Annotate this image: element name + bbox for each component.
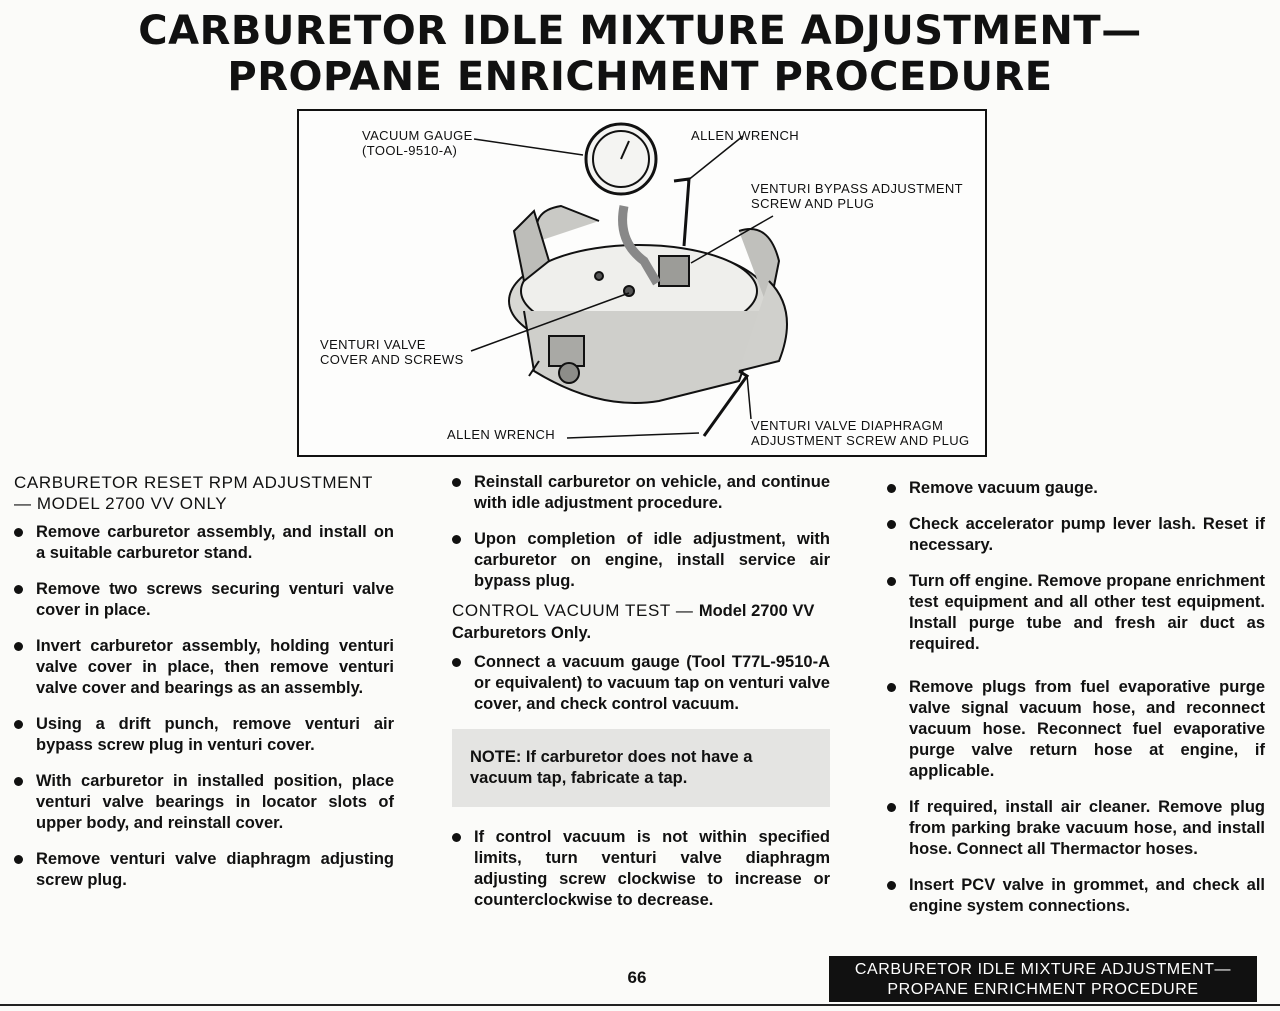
page-number: 66	[627, 968, 647, 987]
bottom-rule	[0, 1004, 1280, 1006]
final-steps	[887, 478, 1265, 917]
column-3	[887, 478, 1265, 932]
section-heading-control-vacuum: CONTROL VACUUM TEST — Model 2700 VV Carburetors Only.	[452, 601, 815, 642]
list-item: Reinstall carburetor on vehicle, and continue with idle adjustment procedure.	[452, 472, 830, 514]
bullet-icon	[887, 484, 896, 493]
bullet-icon	[887, 520, 896, 529]
list-item: Insert PCV valve in grommet, and check all engine system connections.	[887, 875, 1265, 917]
list-item: If control vacuum is not within specified limits, turn venturi valve diaphragm adjusting screw clockwise to increase or counterclockwise to decrease.	[452, 827, 830, 911]
bullet-icon	[887, 683, 896, 692]
list-item: Upon completion of idle adjustment, with carburetor on engine, install service air bypass plug.	[452, 529, 830, 592]
section-heading-reset-rpm: CARBURETOR RESET RPM ADJUSTMENT — MODEL 2700 VV ONLY	[14, 473, 373, 513]
bullet-icon	[14, 642, 23, 651]
bullet-icon	[14, 585, 23, 594]
bullet-icon	[887, 881, 896, 890]
carburetor-illustration	[297, 109, 987, 457]
list-item: Using a drift punch, remove venturi air bypass screw plug in venturi cover.	[14, 714, 394, 756]
title-line-2: PROPANE ENRICHMENT PROCEDURE	[227, 54, 1053, 100]
reset-rpm-steps	[14, 522, 394, 891]
bullet-icon	[14, 528, 23, 537]
carburetor-drawing	[299, 111, 989, 459]
label-allen-wrench-bottom: ALLEN WRENCH	[447, 427, 556, 442]
list-item: Remove venturi valve diaphragm adjusting screw plug.	[14, 849, 394, 891]
vacuum-adjust-steps	[452, 827, 830, 911]
page-title	[0, 8, 1280, 100]
footer-line-2: PROPANE ENRICHMENT PROCEDURE	[887, 981, 1199, 998]
list-item: If required, install air cleaner. Remove plug from parking brake vacuum hose, and install hose. Connect all Thermactor hoses.	[887, 797, 1265, 860]
list-item: Invert carburetor assembly, holding venturi valve cover in place, then remove venturi valve cover and bearings as an assembly.	[14, 636, 394, 699]
bullet-icon	[452, 658, 461, 667]
bullet-icon	[452, 833, 461, 842]
idle-steps	[452, 472, 830, 592]
bullet-icon	[887, 803, 896, 812]
column-1	[14, 472, 394, 906]
title-line-1: CARBURETOR IDLE MIXTURE ADJUSTMENT—	[138, 8, 1142, 54]
list-item: With carburetor in installed position, place venturi valve bearings in locator slots of upper body, and reinstall cover.	[14, 771, 394, 834]
vacuum-test-steps	[452, 652, 830, 715]
bullet-icon	[14, 777, 23, 786]
list-item: Remove carburetor assembly, and install on a suitable carburetor stand.	[14, 522, 394, 564]
list-item: Check accelerator pump lever lash. Reset if necessary.	[887, 514, 1265, 556]
bullet-icon	[452, 478, 461, 487]
list-item: Connect a vacuum gauge (Tool T77L-9510-A or equivalent) to vacuum tap on venturi valve cover, and check control vacuum.	[452, 652, 830, 715]
label-venturi-valve-cover: VENTURI VALVE COVER AND SCREWS	[320, 337, 464, 367]
label-venturi-bypass: VENTURI BYPASS ADJUSTMENT SCREW AND PLUG	[751, 181, 964, 211]
footer-section-label	[829, 956, 1257, 1002]
list-item: Turn off engine. Remove propane enrichment test equipment and all other test equipment. Install purge tube and fresh air duct as required.	[887, 571, 1265, 655]
bullet-icon	[14, 855, 23, 864]
bullet-icon	[14, 720, 23, 729]
footer-line-1: CARBURETOR IDLE MIXTURE ADJUSTMENT—	[854, 961, 1232, 978]
column-2	[452, 472, 830, 926]
label-allen-wrench-top: ALLEN WRENCH	[691, 128, 800, 143]
label-vacuum-gauge: VACUUM GAUGE (TOOL-9510-A)	[362, 128, 473, 158]
list-item: Remove plugs from fuel evaporative purge valve signal vacuum hose, and reconnect vacuum hose. Reconnect fuel evaporative purge valve return hose at engine, if applicable.	[887, 677, 1265, 782]
bullet-icon	[452, 535, 461, 544]
list-item: Remove two screws securing venturi valve cover in place.	[14, 579, 394, 621]
note-box: NOTE: If carburetor does not have a vacuum tap, fabricate a tap.	[452, 729, 830, 807]
bullet-icon	[887, 577, 896, 586]
list-item: Remove vacuum gauge.	[887, 478, 1265, 499]
label-diaphragm-screw: VENTURI VALVE DIAPHRAGM ADJUSTMENT SCREW AND PLUG	[751, 418, 970, 448]
